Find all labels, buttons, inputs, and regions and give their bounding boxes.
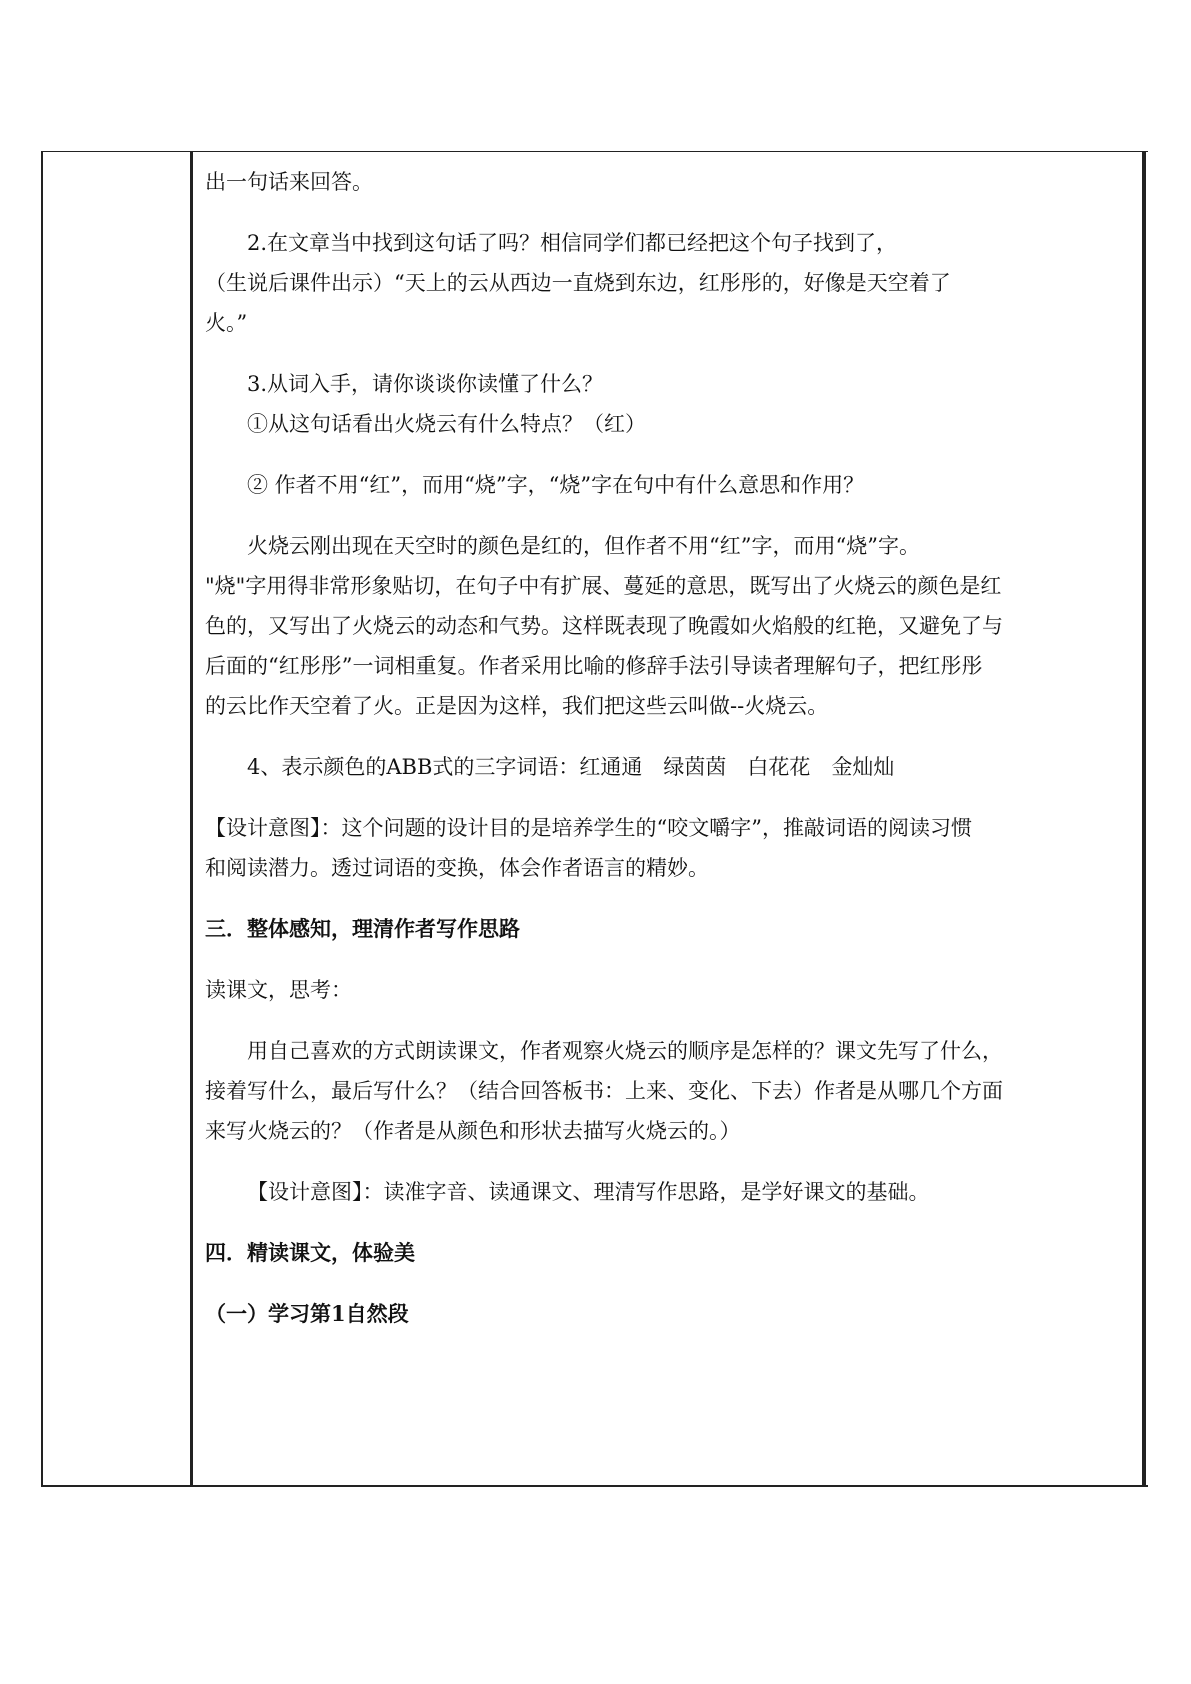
text-line-4: 火。” (205, 311, 248, 335)
table-left-border (41, 151, 43, 1487)
text-line-17: 读课文，思考： (205, 978, 352, 1002)
text-line-18: 用自己喜欢的方式朗读课文，作者观察火烧云的顺序是怎样的？课文先写了什么， (247, 1039, 1003, 1063)
text-line-19: 接着写什么，最后写什么？（结合回答板书：上来、变化、下去）作者是从哪几个方面 (205, 1079, 1003, 1103)
text-line-8: 火烧云刚出现在天空时的颜色是红的，但作者不用“红”字，而用“烧”字。 (247, 534, 920, 558)
text-line-7: ② 作者不用“红”，而用“烧”字，“烧”字在句中有什么意思和作用？ (247, 473, 865, 497)
section-heading-3: 三．整体感知，理清作者写作思路 (205, 916, 520, 941)
text-line-5: 3.从词入手，请你谈谈你读懂了什么？ (247, 372, 604, 396)
text-line-13: 4、表示颜色的ABB式的三字词语：红通通 绿茵茵 白花花 金灿灿 (247, 755, 895, 779)
text-line-3: （生说后课件出示）“天上的云从西边一直烧到东边，红彤彤的，好像是天空着了 (205, 271, 951, 295)
text-line-21: 【设计意图】：读准字音、读通课文、理清写作思路，是学好课文的基础。 (247, 1180, 930, 1204)
text-line-2: 2.在文章当中找到这句话了吗？相信同学们都已经把这个句子找到了， (247, 231, 898, 255)
table-right-border (1142, 151, 1146, 1487)
text-line-14: 【设计意图】：这个问题的设计目的是培养学生的“咬文嚼字”，推敲词语的阅读习惯 (205, 816, 972, 840)
lesson-content (205, 162, 1135, 1334)
text-line-11: 后面的“红彤彤”一词相重复。作者采用比喻的修辞手法引导读者理解句子，把红彤彤 (205, 654, 983, 678)
text-line-9: "烧"字用得非常形象贴切，在句子中有扩展、蔓延的意思，既写出了火烧云的颜色是红 (205, 574, 1002, 598)
text-line-12: 的云比作天空着了火。正是因为这样，我们把这些云叫做--火烧云。 (205, 694, 829, 718)
text-line-10: 色的，又写出了火烧云的动态和气势。这样既表现了晚霞如火焰般的红艳，又避免了与 (205, 614, 1003, 638)
table-column-divider (190, 151, 193, 1487)
text-line-6: ①从这句话看出火烧云有什么特点？（红） (247, 412, 646, 436)
section-heading-4: 四．精读课文，体验美 (205, 1240, 415, 1265)
text-line-1: 出一句话来回答。 (205, 170, 373, 194)
text-line-15: 和阅读潜力。透过词语的变换，体会作者语言的精妙。 (205, 856, 709, 880)
subsection-heading-1: （一）学习第1自然段 (205, 1301, 409, 1326)
text-line-20: 来写火烧云的？（作者是从颜色和形状去描写火烧云的。） (205, 1119, 741, 1143)
